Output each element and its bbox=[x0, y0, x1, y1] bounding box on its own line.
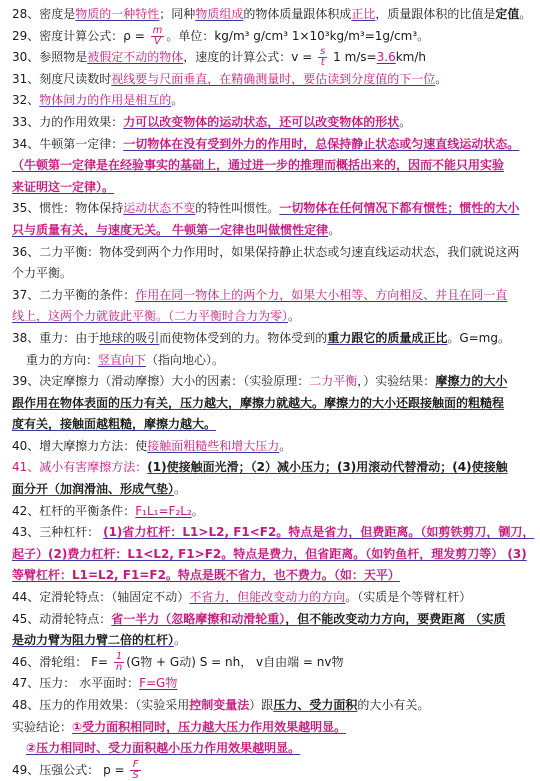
text-segment: 物体间力的作用是相互的 bbox=[39, 93, 172, 108]
text-segment: 31、刻度尺读数时 bbox=[12, 71, 112, 86]
note-line bbox=[12, 565, 530, 587]
text-segment: 地球的吸引 bbox=[99, 330, 160, 345]
text-segment: 。 bbox=[191, 503, 204, 518]
note-line bbox=[12, 760, 530, 781]
text-segment: 30、参照物是 bbox=[12, 50, 88, 65]
text-segment: 定值 bbox=[495, 7, 520, 21]
text-segment: 29、密度计算公式：ρ = bbox=[12, 28, 149, 43]
note-line bbox=[12, 609, 530, 631]
note-line bbox=[12, 242, 530, 264]
text-segment: 重力的方向： bbox=[26, 352, 99, 367]
text-segment: 1 m/s= bbox=[329, 50, 377, 65]
text-segment: 48、压力的作用效果：（实验采用 bbox=[12, 698, 190, 712]
text-segment: (1)省力杠杆：L1>L2, F1<F2。特点是省力，但费距离。（如剪铁剪刀，铡刀， bbox=[103, 525, 535, 540]
text-segment: （牛顿第一定律是在经验事实的基础上，通过进一步的推理而概括出来的，因而不能只用实验 bbox=[12, 158, 505, 173]
note-line bbox=[12, 285, 530, 307]
note-line bbox=[12, 26, 530, 48]
text-segment: 。 bbox=[174, 482, 187, 497]
text-segment: 43、三种杠杆： bbox=[12, 525, 104, 540]
text-segment: 压力、受力面积 bbox=[273, 698, 358, 712]
text-segment: 3.6 bbox=[376, 50, 396, 65]
note-line bbox=[12, 69, 530, 91]
text-segment: 省一半力（忽略摩擦和动滑轮重） bbox=[111, 611, 286, 626]
text-segment: 42、杠杆的平衡条件： bbox=[12, 503, 136, 518]
text-segment: 。（实质是个等臂杠杆） bbox=[345, 590, 472, 605]
note-line bbox=[12, 198, 530, 220]
note-line bbox=[12, 522, 535, 544]
text-segment: 。 bbox=[519, 7, 532, 21]
text-segment: 运动状态不变 bbox=[123, 201, 196, 216]
text-segment: 35、惯性：物体保持 bbox=[12, 201, 124, 216]
text-segment: 。 bbox=[171, 93, 184, 108]
text-segment: 的物体质量跟体积成 bbox=[243, 7, 352, 21]
note-line bbox=[12, 371, 530, 393]
text-segment: ②压力相同时、受力面积越小压力作用效果越明显。 bbox=[26, 741, 301, 756]
text-segment: ，质量跟体积的比值是 bbox=[375, 7, 496, 21]
note-line bbox=[12, 436, 530, 458]
fraction bbox=[318, 47, 327, 68]
text-segment: ，速度的计算公式：v = bbox=[183, 50, 317, 65]
note-line bbox=[12, 220, 530, 242]
text-segment: 力可以改变物体的运动状态，还可以改变物体的形状 bbox=[123, 114, 400, 129]
text-segment: 视线要与尺面垂直，在精确测量时，要估读到分度值的下一位 bbox=[111, 71, 436, 86]
text-segment: F=G物 bbox=[139, 676, 178, 691]
text-segment: 。 bbox=[328, 222, 341, 237]
text-segment: 度有关，接触面越粗糙，摩擦力越大。 bbox=[12, 417, 217, 432]
text-segment: 来证明这一定律）。 bbox=[12, 179, 115, 194]
fraction bbox=[114, 652, 124, 673]
text-segment: 等臂杠杆：L1=L2, F1=F2。特点是既不省力，也不费力。（如：天平） bbox=[12, 568, 400, 583]
text-segment: 33、力的作用效果： bbox=[12, 114, 124, 129]
text-segment: 。单位：kg/m³ g/cm³ 1×10³kg/m³=1g/cm³。 bbox=[166, 28, 430, 43]
text-segment: 个力平衡。 bbox=[12, 266, 73, 281]
note-line bbox=[12, 47, 530, 69]
text-segment: 不省力，但能改变动力的方向 bbox=[189, 590, 346, 605]
text-segment: 40、增大摩擦力方法：使 bbox=[12, 438, 148, 453]
fraction-numerator: 1 bbox=[115, 650, 123, 662]
fraction-numerator: F bbox=[130, 760, 140, 771]
note-line bbox=[12, 695, 530, 717]
note-line bbox=[12, 738, 530, 760]
text-segment: 控制变量法 bbox=[189, 698, 250, 712]
text-segment: 接触面粗糙些和增大压力 bbox=[147, 438, 280, 453]
note-line bbox=[12, 393, 530, 415]
text-segment: 面分开（加润滑油、形成气垫） bbox=[12, 482, 175, 497]
text-segment: 是动力臂为阻力臂二倍的杠杆） bbox=[12, 633, 175, 648]
fraction-denominator: V bbox=[154, 35, 161, 47]
note-line bbox=[12, 306, 530, 328]
text-segment: 起子）(2)费力杠杆：L1<L2, F1>F2。特点是费力，但省距离。（如钓鱼杆，理发剪刀等） (3) bbox=[12, 546, 527, 561]
fraction bbox=[130, 760, 140, 781]
text-segment: 36、二力平衡：物体受到两个力作用时，如果保持静止状态或匀速直线运动状态，我们就说这两 bbox=[12, 244, 520, 259]
text-segment: 实验结论： bbox=[12, 719, 73, 734]
text-segment: 线上，这两个力就彼此平衡。（二力平衡时合力为零） bbox=[12, 309, 289, 324]
text-segment: 二力平衡 bbox=[309, 374, 358, 389]
text-segment: 28、密度是 bbox=[12, 7, 76, 21]
text-segment: 39、决定摩擦力（滑动摩擦）大小的因素：（实验原理： bbox=[12, 374, 310, 389]
text-segment: km/h bbox=[395, 50, 427, 65]
note-line bbox=[12, 587, 530, 609]
text-segment: ；同种 bbox=[159, 7, 196, 21]
note-line bbox=[12, 457, 530, 479]
text-segment: 一切物体在任何情况下都有惯性；惯性的大小 bbox=[279, 201, 520, 216]
text-segment: 而使物体受到的力。物体受到的 bbox=[159, 330, 328, 345]
note-line bbox=[12, 177, 530, 199]
text-segment: 跟作用在物体表面的压力有关，压力越大，摩擦力就越大。摩擦力的大小还跟接触面的粗糙程 bbox=[12, 395, 505, 410]
text-segment: 44、定滑轮特点：（轴固定不动） bbox=[12, 590, 190, 605]
note-line bbox=[12, 4, 530, 26]
note-line bbox=[12, 630, 530, 652]
text-segment: 。 bbox=[279, 438, 292, 453]
text-segment: 49、压强公式： p = bbox=[12, 762, 129, 777]
text-segment: 45、动滑轮特点： bbox=[12, 611, 112, 626]
text-segment: (G物 + G动) S = nh， v自由端 = nv物 bbox=[126, 654, 344, 669]
text-segment: 竖直向下 bbox=[98, 352, 147, 367]
text-segment: 的特性叫惯性。 bbox=[195, 201, 280, 216]
fraction-denominator: S bbox=[132, 769, 139, 781]
text-segment: (1)使接触面光滑；（2）减小压力；(3)用滚动代替滑动；(4)使接触 bbox=[147, 460, 508, 475]
text-segment: ）跟 bbox=[249, 698, 274, 712]
note-line bbox=[12, 350, 530, 372]
text-segment: 37、二力平衡的条件： bbox=[12, 287, 136, 302]
text-segment: 正比 bbox=[351, 7, 376, 21]
fraction-numerator: m bbox=[152, 24, 163, 36]
text-segment: 38、重力：由于 bbox=[12, 330, 100, 345]
text-segment: ①受力面积相同时，压力越大压力作用效果越明显。 bbox=[72, 719, 347, 734]
note-line bbox=[12, 652, 530, 674]
note-line bbox=[12, 544, 530, 566]
text-segment: 作用在同一物体上的两个力，如果大小相等、方向相反、并且在同一直 bbox=[135, 287, 508, 302]
text-segment: 被假定不动的物体 bbox=[87, 50, 184, 65]
text-segment: 。G=mg。 bbox=[447, 330, 510, 345]
text-segment: 41、减小有害摩擦方法： bbox=[12, 460, 148, 475]
text-segment: 只与质量有关，与速度无关。 牛顿第一定律也叫做惯性定律 bbox=[12, 222, 329, 237]
fraction-denominator: t bbox=[320, 57, 325, 69]
note-line bbox=[12, 717, 530, 739]
text-segment: 重力跟它的质量成正比 bbox=[327, 330, 448, 345]
text-segment: 。 bbox=[174, 633, 187, 648]
fraction-denominator: n bbox=[115, 661, 123, 673]
note-line bbox=[12, 134, 530, 156]
text-segment: ，但不能改变动力方向，要费距离 （实质 bbox=[285, 611, 506, 626]
note-line bbox=[12, 414, 530, 436]
note-line bbox=[12, 479, 530, 501]
note-line bbox=[12, 328, 530, 350]
text-segment: 摩擦力的大小 bbox=[435, 374, 508, 389]
text-segment: 的大小有关。 bbox=[357, 698, 430, 712]
text-segment: 。 bbox=[288, 309, 301, 324]
fraction-numerator: s bbox=[320, 46, 326, 58]
note-line bbox=[12, 501, 530, 523]
text-segment: 32、 bbox=[12, 93, 40, 108]
text-segment: 46、滑轮组： F= bbox=[12, 654, 112, 669]
text-segment: 。 bbox=[399, 114, 412, 129]
text-segment: （指向地心）。 bbox=[146, 352, 225, 367]
note-line bbox=[12, 155, 530, 177]
note-line bbox=[12, 263, 530, 285]
fraction bbox=[151, 26, 165, 47]
text-segment: 。 bbox=[435, 71, 448, 86]
text-segment: 47、压力： 水平面时： bbox=[12, 676, 140, 691]
note-line bbox=[12, 112, 530, 134]
text-segment: 34、牛顿第一定律： bbox=[12, 136, 124, 151]
text-segment: ，）实验结果： bbox=[357, 374, 436, 389]
note-line bbox=[12, 673, 530, 695]
text-segment: 物质的一种特性 bbox=[75, 7, 160, 21]
text-segment: F₁L₁=F₂L₂ bbox=[135, 503, 192, 518]
text-segment: 物质组成 bbox=[195, 7, 244, 21]
note-line bbox=[12, 90, 530, 112]
text-segment: 一切物体在没有受到外力的作用时，总保持静止状态或匀速直线运动状态。 bbox=[123, 136, 520, 151]
